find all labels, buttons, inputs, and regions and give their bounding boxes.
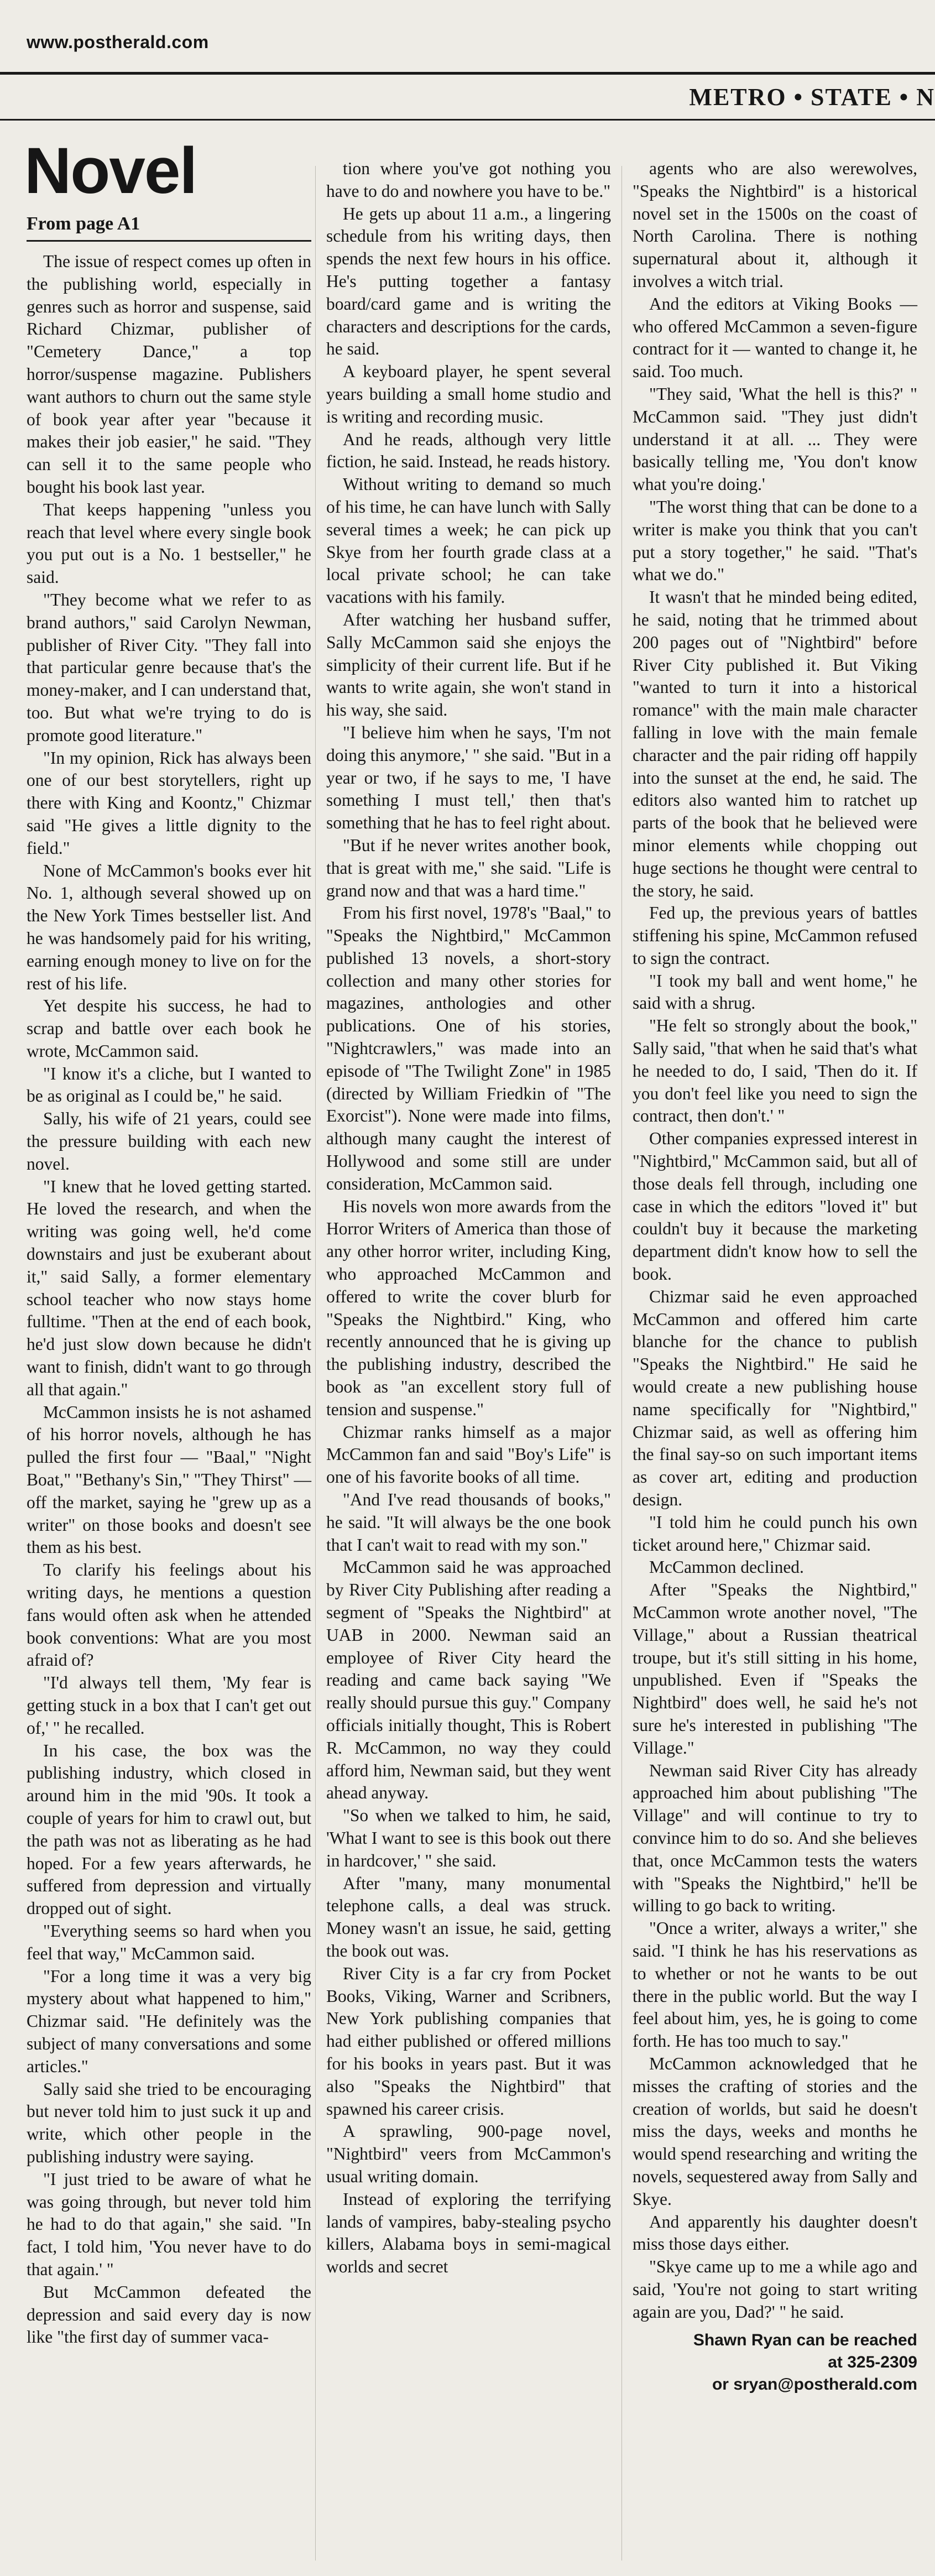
article-paragraph: That keeps happening "unless you reach that level where every single book you put out is a No. 1 bestseller," he said. [27, 499, 311, 587]
article-paragraph: Sally, his wife of 21 years, could see the pressure building with each new novel. [27, 1109, 311, 1174]
article-paragraph: And he reads, although very little fiction, he said. Instead, he reads history. [326, 429, 611, 472]
article-paragraph: After "Speaks the Nightbird," McCammon wrote another novel, "The Village," about a Russian theatrical troupe, but it's still sitting in his home, unpublished. Even if "Speaks the Nightbird" does well, he said he's not sure he's interested in publishing "The Village." [633, 1580, 917, 1758]
article-paragraph: "I knew that he loved getting started. He loved the research, and when the writing was going well, he'd come downstairs and just be exuberant about it," said Sally, a former elementary school teacher who now stays home fulltime. "Then at the end of each book, he'd just slow down because he didn't want to finish, didn't want to go through all that again." [27, 1176, 311, 1399]
article-paragraph: Without writing to demand so much of his time, he can have lunch with Sally several times a week; he can pick up Skye from her fourth grade class at a local private school; he can take vacations with his family. [326, 474, 611, 607]
article-paragraph: Yet despite his success, he had to scrap and battle over each book he wrote, McCammon said. [27, 996, 311, 1061]
article-paragraph: "They become what we refer to as brand authors," said Carolyn Newman, publisher of River City. "They fall into that particular genre because that's the money-maker, and I can understand that, too. But what we're trying to do is promote good literature." [27, 590, 311, 745]
contact-line: at 325-2309 [828, 2353, 917, 2371]
section-rule [0, 119, 935, 121]
section-label: METRO • STATE • N [689, 84, 935, 111]
article-paragraph: None of McCammon's books ever hit No. 1, although several showed up on the New York Times bestseller list. And he was handsomely paid for his writing, earning enough money to live on for the rest of his life. [27, 861, 311, 993]
article-paragraph: McCammon declined. [649, 1557, 804, 1577]
article-paragraph: Newman said River City has already approached him about publishing "The Village" and will continue to try to convince him to do so. And she believes that, once McCammon tests the waters with "Speaks the Nightbird," he'll be willing to go back to writing. [633, 1760, 917, 1916]
article-paragraph: "I'd always tell them, 'My fear is getting stuck in a box that I can't get out of,' " he recalled. [27, 1673, 311, 1738]
article-paragraph: After watching her husband suffer, Sally McCammon said she enjoys the simplicity of their current life. But if he wants to write again, she won't stand in his way, she said. [326, 609, 611, 720]
article-paragraph: "In my opinion, Rick has always been one of our best storytellers, right up there with King and Koontz," Chizmar said "He gives a little dignity to the field." [27, 748, 311, 858]
article-paragraph: "I believe him when he says, 'I'm not doing this anymore,' " she said. "But in a year or two, if he says to me, 'I have something I must tell,' then that's something that he has to feel right about. [326, 722, 611, 833]
article-column-1 [24, 134, 311, 2349]
article-paragraph: "I took my ball and went home," he said with a shrug. [633, 971, 917, 1013]
article-paragraph: And the editors at Viking Books — who offered McCammon a seven-figure contract for it — wanted to change it, he said. Too much. [633, 294, 917, 382]
article-paragraph: tion where you've got nothing you have to do and nowhere you have to be." [326, 159, 611, 201]
article-paragraph: He gets up about 11 a.m., a lingering schedule from his writing days, then spends the next few hours in his office. He's putting together a fantasy board/card game and is writing the characters and descriptions for the cards, he said. [326, 204, 611, 359]
article-paragraph: A sprawling, 900-page novel, "Nightbird" veers from McCammon's usual writing domain. [326, 2121, 611, 2186]
article-paragraph: River City is a far cry from Pocket Books, Viking, Warner and Scribners, New York publishing companies that had either published or offered millions for his books in years past. But it was also "Speaks the Nightbird" that spawned his career crisis. [326, 1963, 611, 2119]
article-paragraph: To clarify his feelings about his writing days, he mentions a question fans would often ask when he attended book conventions: What are you most afraid of? [27, 1560, 311, 1670]
article-paragraph: "Skye came up to me a while ago and said, 'You're not going to start writing again are you, Dad?' " he said. [633, 2257, 917, 2322]
headline: Novel [24, 134, 197, 207]
article-paragraph: But McCammon defeated the depression and said every day is now like "the first day of summer vaca- [27, 2282, 311, 2347]
column-body [27, 251, 311, 2349]
article-paragraph: McCammon acknowledged that he misses the crafting of stories and the creation of worlds, but said he doesn't miss the days, weeks and months he would spend researching and writing the novels, sequestered away from Sally and Skye. [633, 2053, 917, 2209]
column-divider [621, 166, 622, 2561]
article-paragraph: McCammon insists he is not ashamed of his horror novels, although he has pulled the first four — "Baal," "Night Boat," "Bethany's Sin," "They Thirst" — off the market, saying he "grew up as a writer" on those books and doesn't see them as his best. [27, 1402, 311, 1557]
article-paragraph: "But if he never writes another book, that is great with me," she said. "Life is grand now and that was a hard time." [326, 835, 611, 900]
article-paragraph: "I know it's a cliche, but I wanted to be as original as I could be," he said. [27, 1063, 311, 1106]
article-paragraph: After "many, many monumental telephone calls, a deal was struck. Money wasn't an issue, he said, getting the book out was. [326, 1873, 611, 1960]
article-paragraph: "They said, 'What the hell is this?' " McCammon said. "They just didn't understand it at all. ... They were basically telling me, 'You don't know what you're doing.' [633, 384, 917, 494]
article-paragraph: A keyboard player, he spent several years building a small home studio and is writing and recording music. [326, 362, 611, 426]
article-paragraph: "So when we talked to him, he said, 'What I want to see is this book out there in hardcover,' " she said. [326, 1806, 611, 1870]
article-paragraph: "And I've read thousands of books," he said. "It will always be the one book that I can't wait to read with my son." [326, 1490, 611, 1555]
article-paragraph: And apparently his daughter doesn't miss those days either. [633, 2212, 917, 2254]
article-paragraph: "The worst thing that can be done to a writer is make you think that you can't put a story together," he said. "That's what we do." [633, 497, 917, 585]
article-paragraph: "Once a writer, always a writer," she said. "I think he has his reservations as to whether or not he wants to be out there in the public world. But the way I feel about him, yes, he is going to come forth. He has too much to say." [633, 1918, 917, 2051]
contact-line: Shawn Ryan can be reached [693, 2330, 917, 2349]
article-paragraph: Fed up, the previous years of battles stiffening his spine, McCammon refused to sign the contract. [633, 903, 917, 968]
article-paragraph: It wasn't that he minded being edited, he said, noting that he trimmed about 200 pages out of "Nightbird" before River City published it. But Viking "wanted to turn it into a historical romance" with the main male character falling in love with the main female character and the pair riding off happily into the sunset at the end, he said. The editors also wanted him to ratchet up parts of the book that he believed were minor elements while chopping out huge sections he thought were central to the story, he said. [633, 587, 917, 900]
article-paragraph: "For a long time it was a very big mystery about what happened to him," Chizmar said. "He definitely was the subject of many conversations and some articles." [27, 1966, 311, 2076]
header-rule [0, 72, 935, 75]
article-column-3 [633, 158, 917, 2396]
column-body [326, 158, 611, 2278]
article-paragraph: In his case, the box was the publishing industry, which closed in around him in the mid '90s. It took a couple of years for him to crawl out, but the path was not as liberating as he had hoped. For a few years afterwards, he suffered from depression and virtually dropped out of sight. [27, 1740, 311, 1918]
site-url: www.postherald.com [27, 32, 209, 52]
article-paragraph: Instead of exploring the terrifying lands of vampires, baby-stealing psycho killers, Alabama boys in semi-magical worlds and secret [326, 2189, 611, 2277]
article-paragraph: His novels won more awards from the Horror Writers of America than those of any other horror writer, including King, who approached McCammon and offered to write the cover blurb for "Speaks the Nightbird." King, who recently announced that he is giving up the publishing industry, described the book as "an excellent story full of tension and suspense." [326, 1196, 611, 1419]
article-paragraph: Other companies expressed interest in "Nightbird," McCammon said, but all of those deals fell through, including one case in which the editors "loved it" but couldn't buy it because the marketing department didn't know how to sell the book. [633, 1129, 917, 1284]
column-body [633, 158, 917, 2324]
article-column-2 [326, 158, 611, 2278]
article-paragraph: "I told him he could punch his own ticket around here," Chizmar said. [633, 1512, 917, 1555]
article-paragraph: Chizmar said he even approached McCammon and offered him carte blanche for the chance to publish "Speaks the Nightbird." He said he would create a new publishing house name specifically for "Nightbird," Chizmar said, as well as offering him the final say-so on such important items as cover art, editing and production design. [633, 1286, 917, 1510]
column-divider [315, 166, 316, 2561]
article-paragraph: "I just tried to be aware of what he was going through, but never told him he had to do that again," she said. "In fact, I told him, 'You never have to do that again.' " [27, 2169, 311, 2279]
article-paragraph: McCammon said he was approached by River City Publishing after reading a segment of "Speaks the Nightbird" at UAB in 2000. Newman said an employee of River City heard the reading and came back saying "We really should pursue this guy." Company officials initially thought, This is Robert R. McCammon, no way they could afford him, Newman said, but they went ahead anyway. [326, 1557, 611, 1803]
article-paragraph: agents who are also werewolves, "Speaks the Nightbird" is a historical novel set in the 1500s on the coast of North Carolina. There is nothing supernatural about it, although it involves a witch trial. [633, 159, 917, 291]
jump-line: From page A1 [27, 213, 311, 242]
contact-line: or sryan@postherald.com [712, 2375, 917, 2394]
article-paragraph: Chizmar ranks himself as a major McCammon fan and said "Boy's Life" is one of his favorite books of all time. [326, 1422, 611, 1487]
article-paragraph: From his first novel, 1978's "Baal," to "Speaks the Nightbird," McCammon published 13 novels, a short-story collection and many other stories for magazines, anthologies and other publications. One of his stories, "Nightcrawlers," was made into an episode of "The Twilight Zone" in 1985 (directed by William Friedkin of "The Exorcist"). None were made into films, although many caught the interest of Hollywood and some still are under consideration, McCammon said. [326, 903, 611, 1193]
article-paragraph: "He felt so strongly about the book," Sally said, "that when he said that's what he needed to do, I said, 'Then do it. If you don't feel like you need to sign the contract, then don't.' " [633, 1016, 917, 1126]
article-paragraph: "Everything seems so hard when you feel that way," McCammon said. [27, 1921, 311, 1963]
byline-contact [633, 2329, 917, 2396]
article-paragraph: The issue of respect comes up often in the publishing world, especially in genres such as horror and suspense, said Richard Chizmar, publisher of "Cemetery Dance," a top horror/suspense magazine. Publishers want authors to churn out the same style of book year after year "because it makes their job easier," he said. "They can sell it to the same people who bought his book last year. [27, 252, 311, 497]
article-paragraph: Sally said she tried to be encouraging but never told him to just suck it up and write, which other people in the publishing industry were saying. [27, 2079, 311, 2166]
